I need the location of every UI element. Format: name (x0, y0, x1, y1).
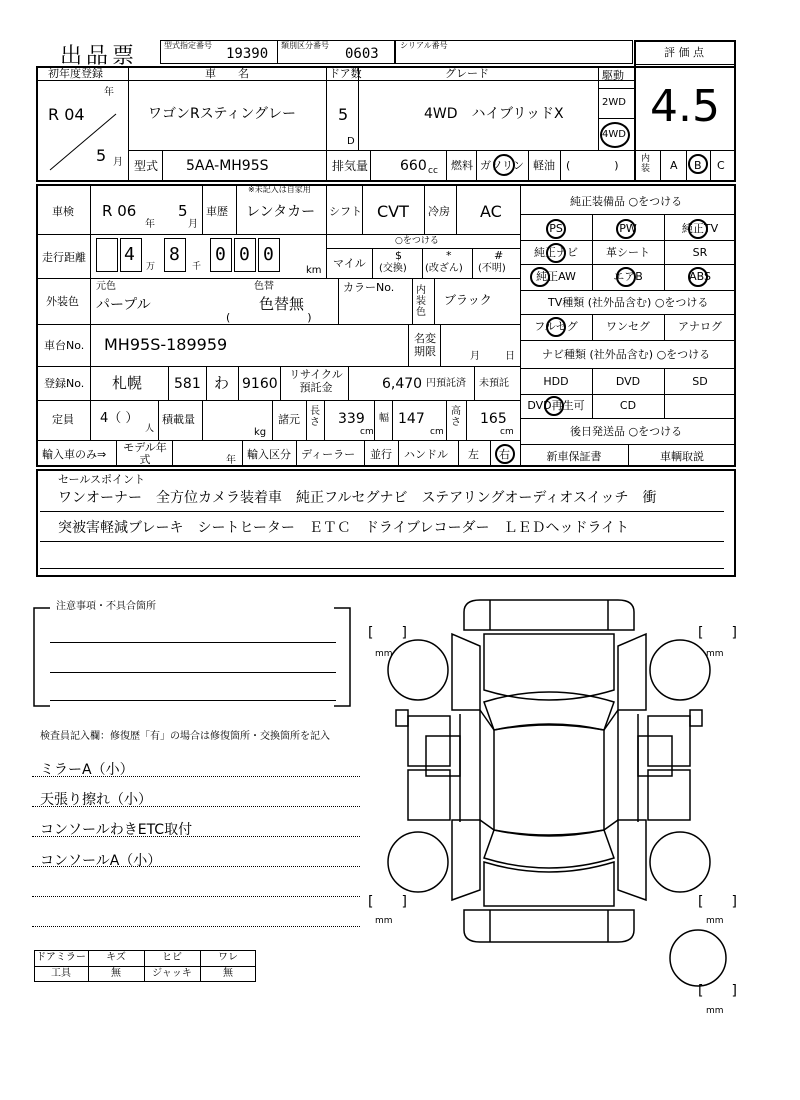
type-label: 型式 (134, 159, 159, 173)
shift-value: CVT (377, 202, 409, 221)
navi-dvd-play: DVD再生可 (527, 399, 585, 412)
tread-bracket-rl: [ ] (368, 894, 407, 910)
orig-color-value: パープル (96, 297, 151, 313)
load-unit: kg (254, 427, 267, 438)
car-name-label: 車 名 (205, 67, 249, 80)
model-year-label: モデル年式 (123, 441, 167, 466)
model-designation-label: 型式指定番号 (164, 41, 212, 50)
grade-label: グレード (445, 67, 489, 80)
mileage-man-unit: 万 (146, 262, 156, 272)
recycle-amount: 6,470 (382, 376, 423, 392)
equip-aw: 純正AW (536, 270, 576, 283)
exchange-label: (交換) (379, 263, 407, 274)
navi-title: ナビ種類 (社外品含む) ○をつける (542, 348, 711, 361)
tv-title: TV種類 (社外品含む) ○をつける (548, 296, 709, 309)
navi-sd: SD (692, 375, 708, 388)
height-value: 165 (480, 411, 507, 427)
first-reg-year-unit: 年 (104, 87, 114, 98)
self-use-note: ※未記入は自家用 (248, 185, 311, 194)
equipment-title: 純正装備品 ○をつける (570, 195, 683, 208)
inspector-line-1: ミラーA（小） (40, 762, 134, 778)
repaint-value: 色替無 (259, 295, 305, 313)
notes-label: 注意事項・不具合箇所 (56, 601, 156, 612)
mileage-digit: 0 (263, 244, 274, 265)
inspection-label: 車検 (52, 205, 74, 218)
category-label: 類別区分番号 (281, 41, 329, 50)
equip-pw: PW (619, 222, 637, 235)
inspector-line-4: コンソールA（小） (40, 853, 162, 869)
fuel-gasoline-circle (493, 154, 515, 176)
mm-rr: mm (706, 916, 724, 926)
doors-suffix: D (347, 136, 355, 147)
inspector-line-3: コンソールわきETC取付 (40, 822, 193, 838)
handle-left: 左 (468, 448, 479, 461)
doors-value: 5 (338, 105, 349, 124)
orig-color-label: 元色 (96, 281, 116, 292)
history-value: レンタカー (246, 204, 316, 220)
color-no-label: カラーNo. (343, 281, 395, 294)
parallel-label: 並行 (370, 448, 392, 461)
fuel-other: ( ) (566, 159, 619, 172)
chassis-label: 車台No. (44, 339, 85, 352)
aircon-label: 冷房 (428, 205, 450, 218)
reg-number: 9160 (242, 376, 278, 392)
mm-fr: mm (706, 649, 724, 659)
navi-cd: CD (619, 399, 637, 412)
inspection-year-unit: 年 (145, 219, 155, 230)
name-change-label: 名変期限 (414, 332, 436, 358)
category-value: 0603 (345, 46, 379, 62)
acc-tools-value: 無 (111, 968, 121, 979)
mileage-sen-unit: 千 (192, 262, 202, 272)
mm-fl: mm (375, 649, 393, 659)
grade-value: 4WD ハイブリッドX (424, 106, 564, 122)
capacity-unit: 人 (145, 424, 155, 434)
first-reg-era: R 04 (48, 105, 85, 124)
car-name: ワゴンRスティングレー (148, 106, 297, 122)
acc-tools-label: 工具 (51, 968, 71, 979)
length-value: 339 (338, 411, 365, 427)
drive-4wd: 4WD (602, 129, 626, 140)
dealer-label: ディーラー (301, 448, 356, 461)
first-reg-month-unit: 月 (113, 157, 123, 168)
drive-4wd-circle (600, 122, 630, 148)
width-label: 幅 (379, 413, 389, 424)
drive-label: 駆動 (602, 69, 624, 82)
repaint-paren: ( ) (226, 311, 312, 324)
inspector-line-2: 天張り擦れ（小） (40, 792, 152, 808)
first-reg-label: 初年度登録 (48, 67, 103, 80)
width-unit: cm (430, 427, 444, 437)
inspection-month-unit: 月 (188, 219, 198, 230)
mm-rl: mm (375, 916, 393, 926)
import-label: 輸入車のみ⇒ (42, 448, 107, 461)
dims-label: 諸元 (278, 413, 300, 426)
exchange-symbol: $ (395, 249, 402, 262)
recycle-unpaid: 未預託 (479, 378, 509, 389)
capacity-value: 4（ ） (100, 411, 139, 426)
sales-line-1: ワンオーナー 全方位カメラ装着車 純正フルセグナビ ステアリングオーディオスイッチ 衝 (58, 490, 657, 506)
fuel-gasoline: ガソリン (480, 159, 524, 172)
height-label: 高さ (451, 406, 461, 428)
import-type-label: 輸入区分 (247, 448, 291, 461)
reg-area: 札幌 (112, 374, 143, 392)
mile-label: マイル (333, 257, 366, 270)
inspection-month: 5 (178, 202, 188, 220)
first-reg-month: 5 (96, 146, 107, 165)
acc-header-crack: ヒビ (162, 952, 182, 963)
displacement-label: 排気量 (332, 159, 369, 173)
altered-label: (改ざん) (425, 263, 463, 274)
score-label: 評 価 点 (664, 46, 704, 59)
tread-bracket-spare: [ ] (698, 983, 737, 999)
recycle-paid: 円預託済 (426, 378, 466, 389)
length-unit: cm (360, 427, 374, 437)
name-change-day: 日 (505, 351, 515, 362)
interior-grade-a: A (670, 159, 678, 172)
navi-hdd: HDD (543, 375, 569, 388)
unknown-label: (不明) (478, 263, 506, 274)
reg-label: 登録No. (44, 377, 85, 390)
reg-class: 581 (174, 376, 201, 392)
form-title: 出品票 (60, 44, 139, 69)
displacement-value: 660 (400, 158, 427, 174)
mileage-label: 走行距離 (42, 251, 86, 264)
acc-header-break: ワレ (218, 952, 238, 963)
inspection-era: R 06 (102, 202, 137, 220)
altered-symbol: * (446, 249, 452, 262)
mm-spare: mm (706, 1006, 724, 1016)
tv-fullseg: フルセグ (534, 320, 578, 333)
sales-label: セールスポイント (58, 473, 146, 486)
equip-airbag: エアB (613, 270, 643, 283)
reg-kana: わ (214, 374, 230, 392)
inspector-label: 検査員記入欄：修復歴「有」の場合は修復箇所・交換箇所を記入 (40, 731, 330, 742)
mileage-digit: 0 (215, 244, 226, 265)
model-year-unit: 年 (226, 455, 236, 466)
serial-label: シリアル番号 (400, 41, 448, 50)
interior-grade-circle (688, 154, 708, 174)
mileage-digit: 0 (239, 244, 250, 265)
interior-grade-b: B (694, 159, 702, 172)
tv-analog: アナログ (678, 320, 722, 333)
tread-bracket-fr: [ ] (698, 625, 737, 641)
equip-abs: ABS (689, 270, 711, 283)
fuel-label: 燃料 (451, 159, 473, 172)
handle-label: ハンドル (404, 448, 448, 461)
chassis-value: MH95S-189959 (104, 335, 228, 354)
interior-color-label: 内装色 (416, 285, 426, 318)
aircon-value: AC (480, 202, 502, 221)
equip-ps: PS (549, 222, 563, 235)
width-value: 147 (398, 411, 425, 427)
interior-grade-label: 内装 (641, 154, 651, 174)
acc-jack-value: 無 (223, 968, 233, 979)
tv-oneseg: ワンセグ (606, 320, 650, 333)
doors-label: ドア数 (329, 67, 362, 80)
repaint-label: 色替 (254, 281, 274, 292)
shift-label: シフト (329, 205, 362, 218)
mileage-digit: 8 (169, 244, 180, 265)
mileage-mark-note: ○をつける (395, 236, 439, 246)
score-value: 4.5 (650, 81, 720, 132)
acc-header-scratch: キズ (106, 952, 126, 963)
first-reg-slash (44, 105, 124, 174)
car-condition-diagram (360, 590, 800, 1020)
exterior-label: 外装色 (46, 295, 79, 308)
mileage-digit: 4 (124, 244, 135, 265)
tread-bracket-rr: [ ] (698, 894, 737, 910)
notes-frame (28, 606, 358, 712)
load-label: 積載量 (162, 413, 195, 426)
acc-header-mirror: ドアミラー (36, 952, 86, 963)
drive-2wd: 2WD (602, 97, 626, 108)
equip-sr: SR (692, 246, 708, 259)
height-unit: cm (500, 427, 514, 437)
interior-color-value: ブラック (444, 293, 492, 307)
fuel-diesel: 軽油 (533, 159, 555, 172)
later-warranty: 新車保証書 (546, 450, 602, 463)
capacity-label: 定員 (52, 413, 74, 426)
equip-navi: 純正ナビ (534, 246, 578, 259)
length-label: 長さ (310, 406, 320, 428)
handle-right-circle (495, 444, 515, 464)
equip-tv: 純正TV (681, 222, 719, 235)
history-label: 車歴 (206, 205, 228, 218)
acc-jack-label: ジャッキ (152, 968, 192, 979)
interior-grade-c: C (717, 159, 725, 172)
type-value: 5AA-MH95S (186, 158, 269, 174)
equip-leather: 革シート (606, 246, 650, 259)
navi-dvd: DVD (615, 375, 641, 388)
recycle-label: リサイクル預託金 (289, 368, 343, 394)
unknown-symbol: # (494, 249, 504, 262)
handle-right: 右 (499, 448, 510, 461)
mileage-km-unit: km (306, 265, 322, 276)
tread-bracket-fl: [ ] (368, 625, 407, 641)
displacement-unit: cc (428, 166, 438, 176)
later-title: 後日発送品 ○をつける (570, 425, 683, 438)
name-change-month: 月 (470, 351, 480, 362)
model-designation-value: 19390 (226, 46, 269, 62)
sales-line-2: 突被害軽減ブレーキ シートヒーター ＥＴＣ ドライブレコーダー ＬＥＤヘッドライト (58, 520, 630, 536)
later-manual: 車輌取説 (660, 450, 704, 463)
